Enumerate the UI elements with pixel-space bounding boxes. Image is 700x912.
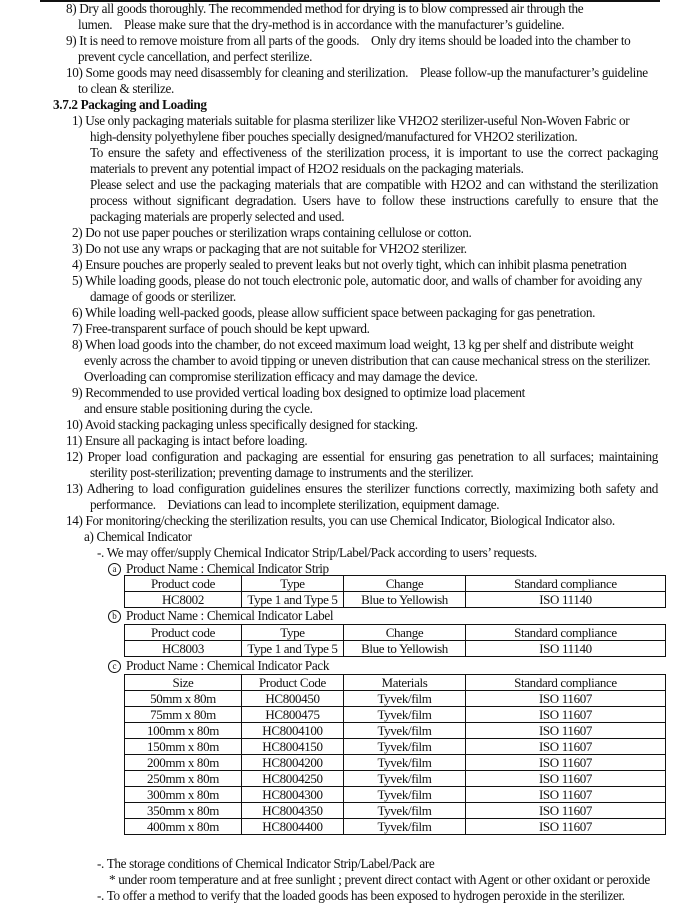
table-header-row: [125, 576, 666, 592]
pack-product-title: [108, 658, 329, 674]
storage-detail: * under room temperature and at free sunlight ; prevent direct contact with Agent or other oxidant or peroxide: [109, 872, 650, 887]
table-cell: 250mm x 80m: [125, 771, 242, 787]
strip-title-text: Product Name : Chemical Indicator Strip: [126, 561, 329, 576]
packaging-item-1-line5: Please select and use the packaging materials that are compatible with H2O2 and can withstand the sterilization: [90, 177, 658, 192]
table-cell: HC8004300: [242, 787, 344, 803]
table-header-row: [125, 675, 666, 691]
table-cell: Tyvek/film: [344, 819, 466, 835]
verify-note: -. To offer a method to verify that the loaded goods has been exposed to hydrogen peroxide in the sterilizer.: [97, 888, 625, 903]
packaging-item-10: 10) Avoid stacking packaging unless specifically designed for stacking.: [66, 417, 418, 432]
packaging-item-1-line3: To ensure the safety and effectiveness of the sterilization process, it is important to use the correct packaging: [90, 145, 658, 160]
drying-item-line2: lumen. Please make sure that the dry-method is in accordance with the manufacturer’s guideline.: [78, 17, 565, 32]
packaging-item-9-line2: and ensure stable positioning during the cycle.: [84, 401, 313, 416]
table-cell: Tyvek/film: [344, 723, 466, 739]
disassembly-item-line1: 10) Some goods may need disassembly for cleaning and sterilization. Please follow-up the manufacturer’s guideline: [66, 65, 648, 80]
table-row: [125, 819, 666, 835]
table-cell: 150mm x 80m: [125, 739, 242, 755]
table-cell: HC800450: [242, 691, 344, 707]
packaging-item-3: 3) Do not use any wraps or packaging that are not suitable for VH2O2 sterilizer.: [72, 241, 467, 256]
packaging-item-13-line1: 13) Adhering to load configuration guidelines ensures the sterilizer functions correctly, maximizing both safety and: [66, 481, 658, 496]
packaging-item-1-line1: 1) Use only packaging materials suitable for plasma sterilizer like VH2O2 sterilizer-useful Non-Woven Fabric or: [72, 113, 630, 128]
table-cell: Tyvek/film: [344, 691, 466, 707]
header-cell: Standard compliance: [466, 576, 666, 592]
table-cell: HC800475: [242, 707, 344, 723]
label-title-text: Product Name : Chemical Indicator Label: [126, 608, 334, 623]
moisture-item-line1: 9) It is need to remove moisture from all parts of the goods. Only dry items should be loaded into the chamber to: [66, 33, 631, 48]
header-cell: Standard compliance: [466, 675, 666, 691]
table-row: [125, 739, 666, 755]
packaging-item-2: 2) Do not use paper pouches or sterilization wraps containing cellulose or cotton.: [72, 225, 472, 240]
storage-note: -. The storage conditions of Chemical Indicator Strip/Label/Pack are: [97, 856, 435, 871]
header-cell: Change: [344, 576, 466, 592]
label-table: [124, 624, 666, 657]
packaging-item-1-line7: packaging materials are properly selected and used.: [90, 209, 345, 224]
table-cell: Blue to Yellowish: [344, 641, 466, 657]
table-cell: ISO 11140: [466, 592, 666, 608]
table-cell: 300mm x 80m: [125, 787, 242, 803]
strip-table: [124, 575, 666, 608]
packaging-item-8-line3: Overloading can compromise sterilization efficacy and may damage the device.: [84, 369, 478, 384]
pack-table: [124, 674, 666, 835]
packaging-item-5-line2: damage of goods or sterilizer.: [90, 289, 236, 304]
table-cell: HC8002: [125, 592, 242, 608]
table-header-row: [125, 625, 666, 641]
packaging-item-9-line1: 9) Recommended to use provided vertical loading box designed to optimize load placement: [72, 385, 525, 400]
table-cell: Tyvek/film: [344, 739, 466, 755]
header-cell: Product Code: [242, 675, 344, 691]
table-row: [125, 803, 666, 819]
header-cell: Materials: [344, 675, 466, 691]
packaging-item-14: 14) For monitoring/checking the sterilization results, you can use Chemical Indicator, Biological Indicator also.: [66, 513, 615, 528]
table-row: [125, 641, 666, 657]
table-cell: 350mm x 80m: [125, 803, 242, 819]
packaging-item-7: 7) Free-transparent surface of pouch should be kept upward.: [72, 321, 370, 336]
table-cell: ISO 11607: [466, 691, 666, 707]
table-cell: HC8004350: [242, 803, 344, 819]
packaging-item-1-line2: high-density polyethylene fiber pouches specially designed/manufactured for VH2O2 sterilization.: [90, 129, 578, 144]
section-heading: 3.7.2 Packaging and Loading: [53, 97, 207, 112]
table-cell: HC8004150: [242, 739, 344, 755]
packaging-item-1-line4: materials to prevent any potential impact of H2O2 residuals on the packaging materials.: [90, 161, 524, 176]
disassembly-item-line2: to clean & sterilize.: [78, 81, 174, 96]
table-cell: Tyvek/film: [344, 803, 466, 819]
table-cell: ISO 11607: [466, 755, 666, 771]
chemical-indicator-heading: a) Chemical Indicator: [84, 529, 192, 544]
moisture-item-line2: prevent cycle cancellation, and perfect sterilize.: [78, 49, 313, 64]
table-row: [125, 755, 666, 771]
header-cell: Type: [242, 625, 344, 641]
circled-marker-icon: a: [108, 563, 121, 576]
packaging-item-13-line2: performance. Deviations can lead to incomplete sterilization, equipment damage.: [90, 497, 500, 512]
table-cell: ISO 11607: [466, 787, 666, 803]
pack-title-text: Product Name : Chemical Indicator Pack: [126, 658, 330, 673]
table-cell: Tyvek/film: [344, 707, 466, 723]
header-cell: Change: [344, 625, 466, 641]
packaging-item-5-line1: 5) While loading goods, please do not touch electronic pole, automatic door, and walls of chamber for avoiding any: [72, 273, 642, 288]
table-cell: HC8003: [125, 641, 242, 657]
table-cell: ISO 11607: [466, 819, 666, 835]
table-cell: HC8004250: [242, 771, 344, 787]
table-cell: ISO 11607: [466, 803, 666, 819]
packaging-item-12-line1: 12) Proper load configuration and packaging are essential for ensuring gas penetration to all surfaces; maintaining: [66, 449, 658, 464]
packaging-item-4: 4) Ensure pouches are properly sealed to prevent leaks but not overly tight, which can inhibit plasma penetration: [72, 257, 627, 272]
table-row: [125, 723, 666, 739]
table-row: [125, 691, 666, 707]
drying-item-line1: 8) Dry all goods thoroughly. The recommended method for drying is to blow compressed air through the: [66, 1, 584, 16]
table-cell: Type 1 and Type 5: [242, 592, 344, 608]
table-cell: 400mm x 80m: [125, 819, 242, 835]
table-cell: ISO 11140: [466, 641, 666, 657]
packaging-item-6: 6) While loading well-packed goods, please allow sufficient space between packaging for gas penetration.: [72, 305, 596, 320]
header-cell: Standard compliance: [466, 625, 666, 641]
table-row: [125, 787, 666, 803]
header-cell: Type: [242, 576, 344, 592]
table-cell: Tyvek/film: [344, 787, 466, 803]
packaging-item-12-line2: sterility post-sterilization; preventing damage to instruments and the sterilizer.: [90, 465, 474, 480]
packaging-item-8-line1: 8) When load goods into the chamber, do not exceed maximum load weight, 13 kg per shelf and distribute weight: [72, 337, 634, 352]
packaging-item-1-line6: process without significant degradation. Users have to follow these instructions carefully to ensure that the: [90, 193, 658, 208]
table-cell: Blue to Yellowish: [344, 592, 466, 608]
table-cell: ISO 11607: [466, 707, 666, 723]
header-cell: Size: [125, 675, 242, 691]
table-cell: Tyvek/film: [344, 755, 466, 771]
table-cell: 75mm x 80m: [125, 707, 242, 723]
table-cell: Type 1 and Type 5: [242, 641, 344, 657]
packaging-item-11: 11) Ensure all packaging is intact before loading.: [66, 433, 308, 448]
table-cell: Tyvek/film: [344, 771, 466, 787]
table-cell: 100mm x 80m: [125, 723, 242, 739]
table-row: [125, 771, 666, 787]
chemical-indicator-offer-note: -. We may offer/supply Chemical Indicator Strip/Label/Pack according to users’ requests.: [97, 545, 537, 560]
header-cell: Product code: [125, 625, 242, 641]
table-cell: 50mm x 80m: [125, 691, 242, 707]
table-row: [125, 592, 666, 608]
table-row: [125, 707, 666, 723]
label-product-title: [108, 608, 333, 624]
table-cell: HC8004100: [242, 723, 344, 739]
table-cell: ISO 11607: [466, 739, 666, 755]
circled-marker-icon: b: [108, 610, 121, 623]
table-cell: ISO 11607: [466, 723, 666, 739]
table-cell: HC8004200: [242, 755, 344, 771]
circled-marker-icon: c: [108, 660, 121, 673]
packaging-item-8-line2: evenly across the chamber to avoid tipping or uneven distribution that can cause mechanical stress on the sterilizer.: [84, 353, 651, 368]
table-cell: 200mm x 80m: [125, 755, 242, 771]
table-cell: ISO 11607: [466, 771, 666, 787]
header-cell: Product code: [125, 576, 242, 592]
table-cell: HC8004400: [242, 819, 344, 835]
